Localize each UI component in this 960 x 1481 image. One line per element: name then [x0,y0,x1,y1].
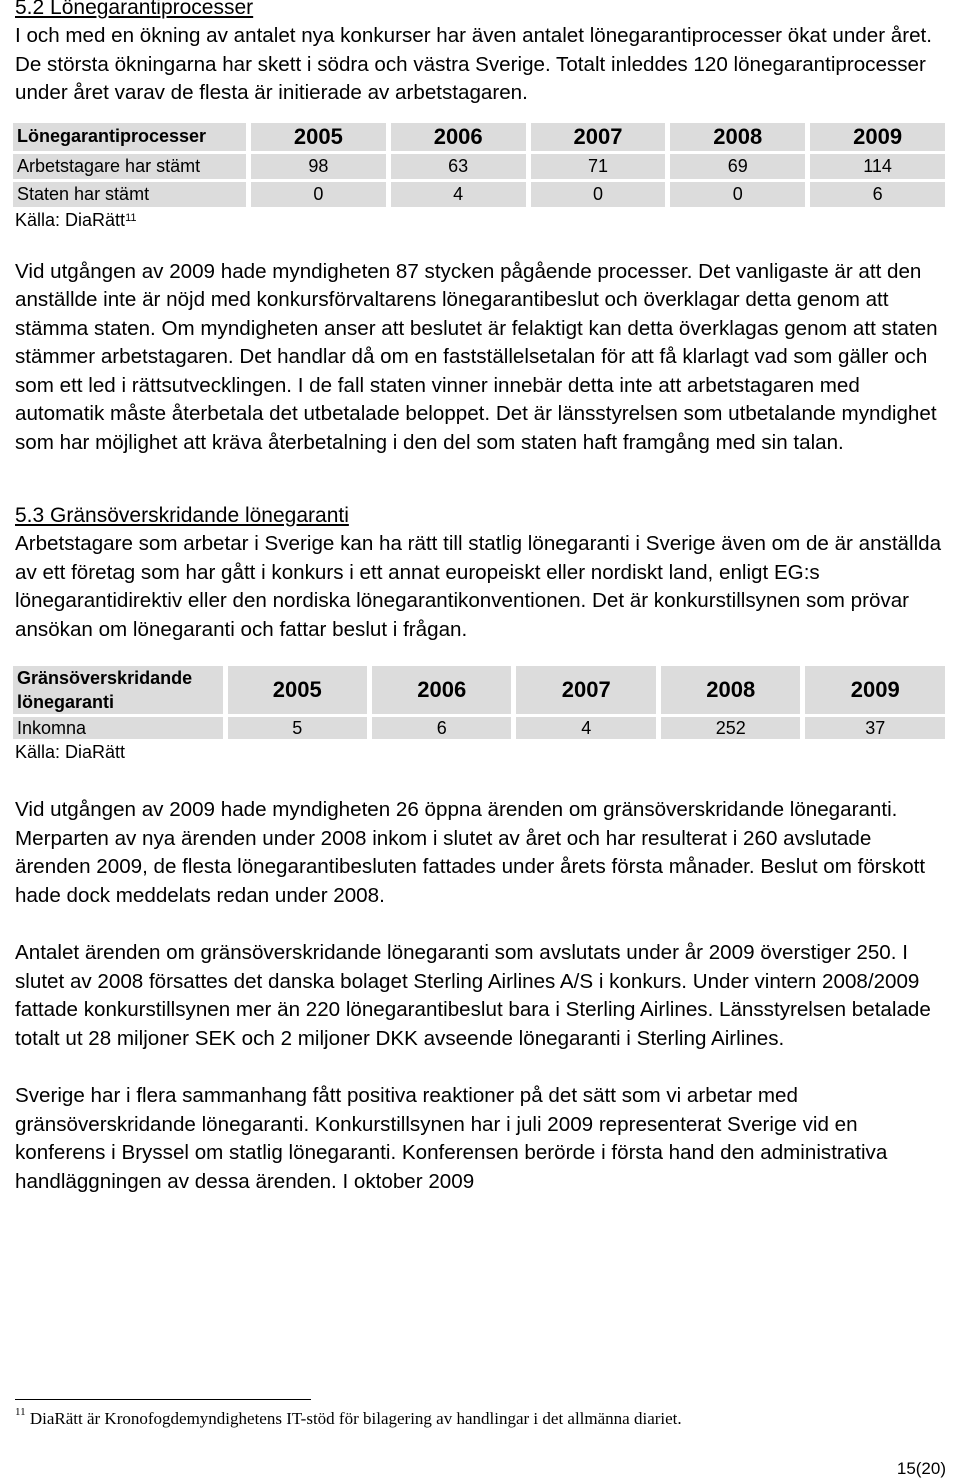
paragraph: Vid utgången av 2009 hade myndigheten 26 öppna ärenden om gränsöverskridande lönegaranti. Merparten av nya ärenden under 2008 inkom i slutet av året och har resulterat i 260 avslutade ärenden 2009, de flesta lönegarantibesluten fattades under årets första månader. Beslut om förskott hade dock meddelats redan under 2008. [15,798,926,907]
table-cell: 0 [670,182,810,207]
row-label: Staten har stämt [13,182,251,207]
table-cell: 0 [251,182,391,207]
table-cell: 0 [531,182,671,207]
year-header: 2007 [531,123,671,151]
row-label: Inkomna [13,717,228,739]
document-page [15,0,945,1196]
year-header: 2008 [661,666,805,714]
year-header: 2007 [516,666,660,714]
footnote-number: 11 [15,1406,26,1418]
year-header: 2005 [251,123,391,151]
table-header-label: Gränsöverskridande lönegaranti [13,666,228,714]
footnote-separator [15,1399,311,1400]
table-cell: 5 [228,717,372,739]
table-row [13,182,945,207]
table-row [13,154,945,179]
year-header: 2009 [805,666,945,714]
table-cell: 63 [391,154,531,179]
year-header: 2005 [228,666,372,714]
table-cell: 6 [372,717,516,739]
table-cell: 71 [531,154,671,179]
table-source [15,209,945,231]
footnote-text: DiaRätt är Kronofogdemyndighetens IT-stöd för bilagering av handlingar i det allmänna diariet. [29,1409,682,1428]
row-label: Arbetstagare har stämt [13,154,251,179]
table-cell: 37 [805,717,945,739]
table-cell: 69 [670,154,810,179]
gransoverskridande-table [13,663,945,742]
section-heading-5-3: 5.3 Gränsöverskridande lönegaranti [15,504,349,527]
paragraph: Sverige har i flera sammanhang fått positiva reaktioner på det sätt som vi arbetar med gränsöverskridande lönegaranti. Konkurstillsynen har i juli 2009 representerat Sverige vid en konferens i Bryssel om statlig lönegaranti. Konferensen berörde i första hand den administrativa handläggningen av dessa ärenden. I oktober 2009 [15,1084,888,1193]
table-cell: 6 [810,182,945,207]
footnote [15,1406,682,1429]
source-text: Källa: DiaRätt [15,209,126,230]
table-row [13,717,945,739]
year-header: 2009 [810,123,945,151]
section-heading-5-2: 5.2 Lönegarantiprocesser [15,0,254,19]
year-header: 2006 [391,123,531,151]
section-5-2-intro: I och med en ökning av antalet nya konkurser har även antalet lönegarantiprocesser ökat under året. De största ökningarna har skett i södra och västra Sverige. Totalt inleddes 120 lönegarantiprocesser under året varav de flesta är initierade av arbetstagaren. [15,24,932,104]
table-header-row [13,666,945,714]
table-cell: 4 [516,717,660,739]
year-header: 2006 [372,666,516,714]
footnote-ref: 11 [125,211,137,224]
paragraph: Antalet ärenden om gränsöverskridande lönegaranti som avslutats under år 2009 överstiger 250. I slutet av 2008 försattes det danska bolaget Sterling Airlines A/S i konkurs. Under vintern 2008/2009 fattade konkurstillsynen mer än 220 lönegarantibeslut bara i Sterling Airlines. Länsstyrelsen betalade totalt ut 28 miljoner SEK och 2 miljoner DKK avseende lönegaranti i Sterling Airlines. [15,941,931,1050]
section-5-2-body: Vid utgången av 2009 hade myndigheten 87 stycken pågående processer. Det vanligaste är att den anställde inte är nöjd med konkursförvaltarens lönegarantibeslut och överklagar detta genom att stämma staten. Om myndigheten anser att beslutet är felaktigt kan detta överklagas genom att staten stämmer arbetstagaren. Det handlar då om en fastställelsetalan för att få klarlagt vad som gäller och som ett led i rättsutvecklingen. I de fall staten vinner innebär detta inte att arbetstagaren med automatik måste återbetala det utbetalade beloppet. Det är länsstyrelsen som utbetalande myndighet som har möjlighet att kräva återbetalning i den del som staten haft framgång med sin talan. [15,259,938,454]
table-cell: 98 [251,154,391,179]
lonegarantiprocesser-table [13,120,945,210]
page-number: 15(20) [896,1459,946,1478]
table-header-label: Lönegarantiprocesser [13,123,251,151]
table-source: Källa: DiaRätt [15,742,126,762]
table-cell: 252 [661,717,805,739]
section-5-3-intro: Arbetstagare som arbetar i Sverige kan ha rätt till statlig lönegaranti i Sverige även om de är anställda av ett företag som har gått i konkurs i ett annat europeiskt eller nordiskt land, enligt EG:s lönegarantidirektiv eller den nordiska lönegarantikonventionen. Det är konkurstillsynen som prövar ansökan om lönegaranti och fattar beslut i frågan. [15,532,942,641]
table-cell: 114 [810,154,945,179]
year-header: 2008 [670,123,810,151]
table-header-row [13,123,945,151]
table-cell: 4 [391,182,531,207]
